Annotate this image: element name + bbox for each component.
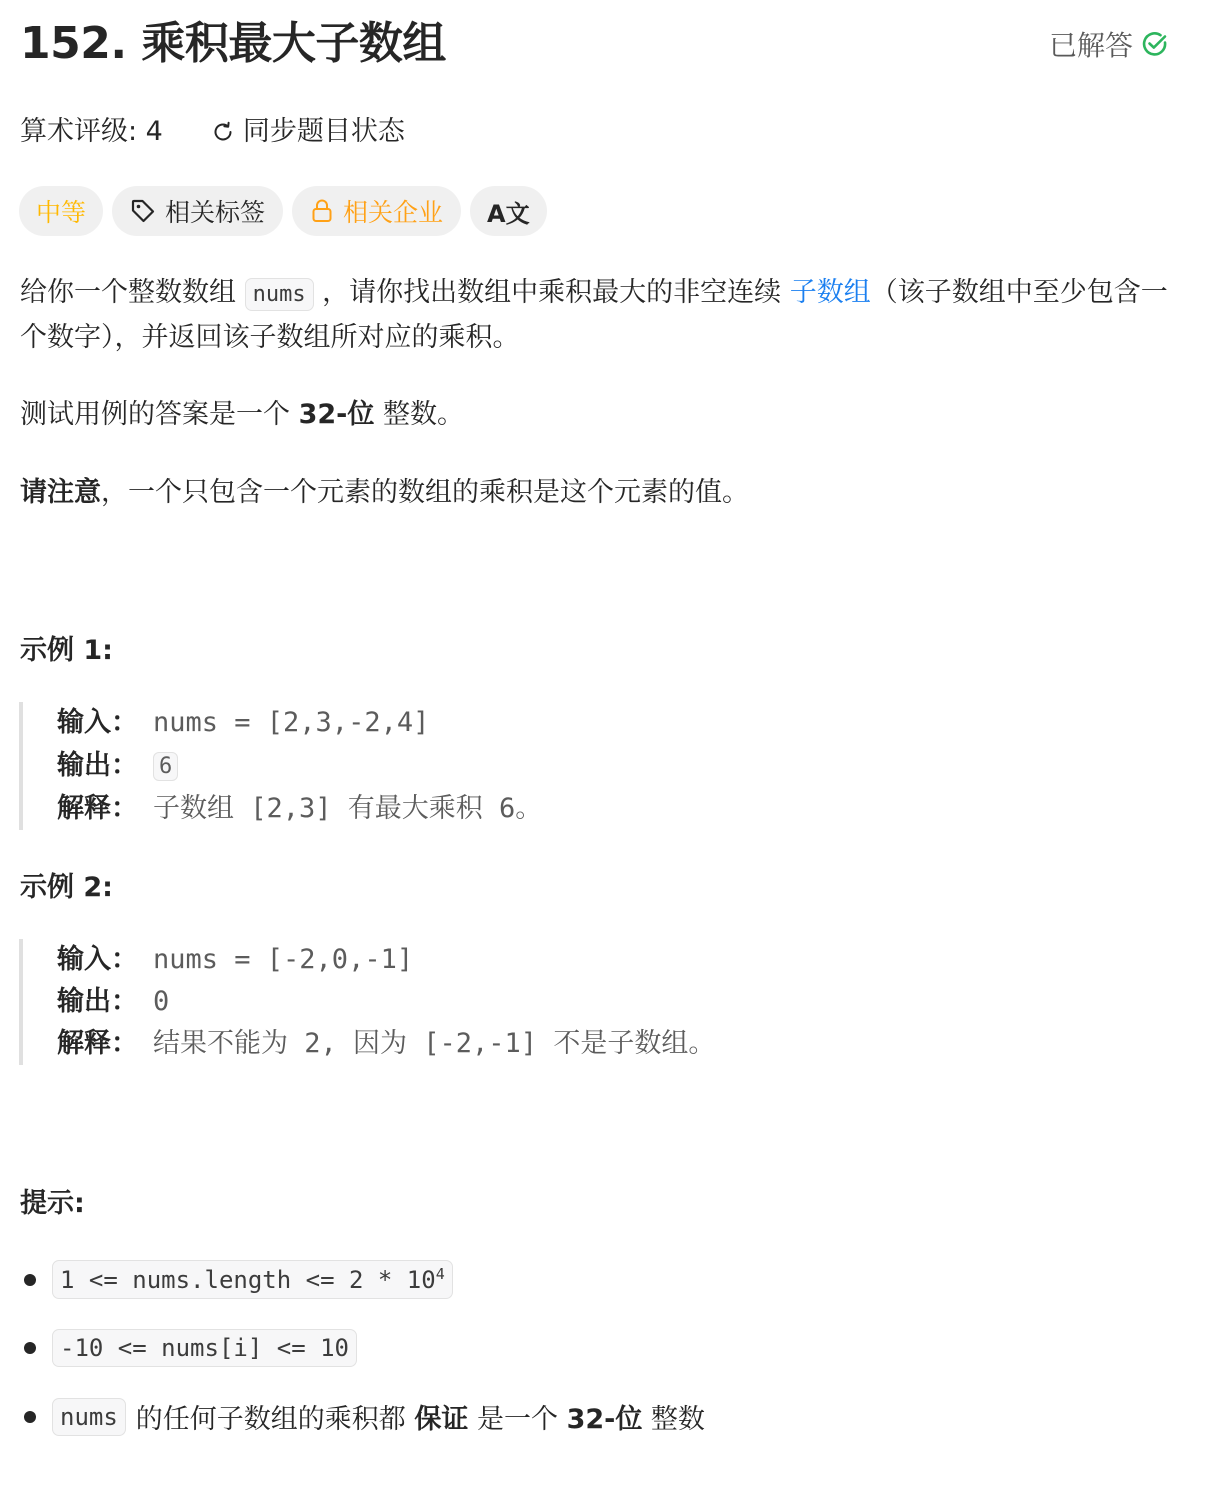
solved-status-label: 已解答	[1048, 29, 1133, 62]
constraint-item	[24, 1260, 453, 1299]
difficulty-label: 中等	[36, 198, 87, 227]
example-explain-line	[57, 788, 542, 830]
difficulty-badge[interactable]	[19, 186, 103, 236]
description-text: ，一个只包含一个元素的数组的乘积是这个元素的值。	[101, 477, 749, 508]
sync-status-button[interactable]	[211, 112, 405, 152]
refresh-icon	[211, 120, 235, 144]
constraints-title: 提示:	[20, 1188, 85, 1219]
companies-button[interactable]	[292, 186, 461, 236]
input-value: nums = [-2,0,-1]	[153, 944, 414, 975]
example-output-line	[57, 981, 715, 1023]
explain-value: 子数组 [2,3] 有最大乘积 6。	[153, 793, 543, 824]
example-input-line	[57, 702, 542, 744]
tag-row	[19, 186, 547, 236]
constraint-item	[24, 1329, 357, 1367]
example-block	[19, 939, 715, 1065]
example-block	[19, 702, 542, 830]
check-circle-icon	[1141, 30, 1169, 58]
constraint-text	[136, 1397, 705, 1436]
input-value: nums = [2,3,-2,4]	[153, 707, 430, 738]
bold-text: 请注意	[20, 477, 101, 508]
explain-label: 解释：	[57, 1028, 138, 1059]
sync-status-label: 同步题目状态	[242, 116, 405, 147]
description-text: 测试用例的答案是一个	[20, 399, 299, 430]
topics-button[interactable]	[112, 186, 283, 236]
companies-label: 相关企业	[343, 198, 444, 227]
constraint-code: nums	[52, 1398, 126, 1436]
input-label: 输入：	[57, 944, 138, 975]
output-value: 0	[153, 986, 170, 1017]
input-label: 输入：	[57, 707, 138, 738]
inline-code: nums	[245, 278, 314, 311]
bullet-dot	[24, 1274, 36, 1286]
constraint-text-part: 的任何子数组的乘积都	[135, 1404, 415, 1435]
topics-label: 相关标签	[165, 198, 266, 227]
example-title: 示例 1:	[20, 635, 113, 666]
description-text: ，请你找出数组中乘积最大的非空连续	[313, 277, 790, 308]
bold-text: 32-位	[298, 399, 375, 430]
example-title: 示例 2:	[20, 872, 113, 903]
constraint-code	[52, 1260, 453, 1299]
bold-text: 保证	[414, 1404, 469, 1435]
output-label: 输出：	[57, 986, 138, 1017]
subarray-link[interactable]: 子数组	[789, 277, 871, 308]
description-text: 给你一个整数数组	[20, 277, 245, 308]
explain-label: 解释：	[57, 793, 138, 824]
bullet-dot	[24, 1342, 36, 1354]
constraint-text-part: 是一个	[468, 1404, 567, 1435]
constraint-text-part: 整数	[642, 1404, 705, 1435]
output-value: 6	[153, 752, 178, 781]
example-input-line	[57, 939, 715, 981]
description-paragraph-3	[20, 471, 1170, 514]
constraint-code: -10 <= nums[i] <= 10	[52, 1329, 357, 1367]
lock-icon	[310, 198, 334, 224]
description-text: （该子数组中至少包含一个数字），并返回该子数组所对应的乘积。	[20, 277, 1168, 353]
description-paragraph-1	[20, 271, 1170, 359]
solved-status	[1049, 24, 1169, 64]
problem-title: 152. 乘积最大子数组	[20, 18, 446, 69]
exponent: 4	[435, 1265, 445, 1283]
constraint-code-text: 1 <= nums.length <= 2 * 10	[60, 1266, 436, 1294]
meta-row	[20, 112, 405, 152]
rating-label: 算术评级: 4	[20, 116, 163, 147]
constraint-item	[24, 1397, 705, 1436]
explain-value: 结果不能为 2, 因为 [-2,-1] 不是子数组。	[153, 1028, 716, 1059]
example-explain-line	[57, 1023, 715, 1065]
tag-icon	[130, 198, 156, 224]
bold-text: 32-位	[566, 1404, 643, 1435]
translate-button[interactable]	[470, 186, 547, 236]
translate-icon: A文	[487, 199, 530, 228]
description-paragraph-2	[20, 393, 1170, 436]
output-label: 输出：	[57, 750, 138, 781]
description-text: 整数。	[374, 399, 464, 430]
bullet-dot	[24, 1411, 36, 1423]
example-output-line	[57, 744, 542, 788]
